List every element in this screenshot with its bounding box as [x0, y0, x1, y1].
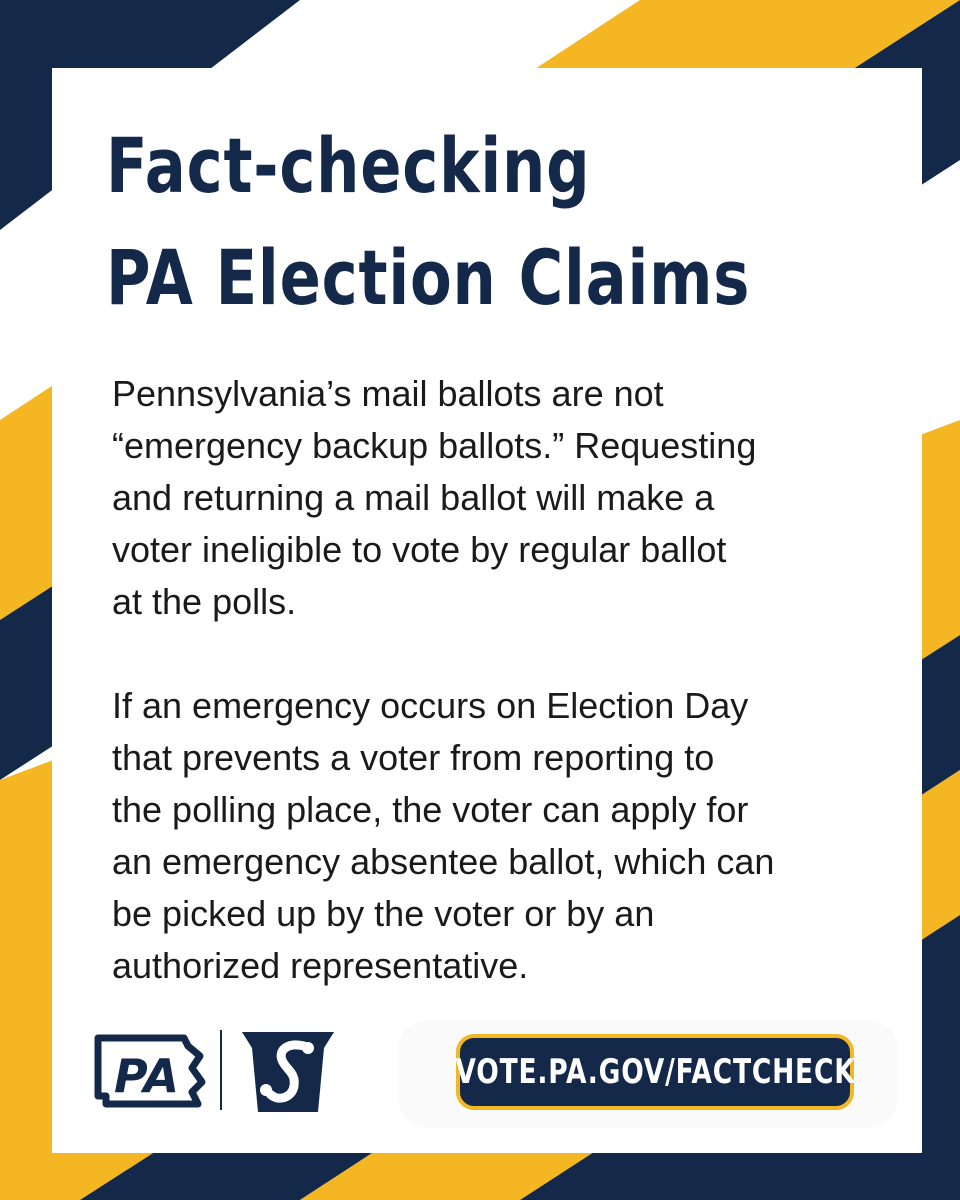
cta-container: [398, 1020, 898, 1128]
paragraph-line: be picked up by the voter or by an: [112, 893, 655, 934]
paragraph-line: authorized representative.: [112, 945, 529, 986]
paragraph-line: an emergency absentee ballot, which can: [112, 841, 775, 882]
paragraph-line: If an emergency occurs on Election Day: [112, 685, 749, 726]
factcheck-link-button[interactable]: [456, 1034, 854, 1110]
title-line-2: PA Election Claims: [106, 233, 751, 322]
body-text: [112, 368, 872, 992]
paragraph-line: voter ineligible to vote by regular ballot: [112, 529, 727, 570]
content-card: [52, 68, 922, 1153]
paragraph-2: [112, 680, 872, 992]
paragraph-line: at the polls.: [112, 581, 297, 622]
title-line-1: Fact-checking: [106, 121, 591, 210]
paragraph-line: that prevents a voter from reporting to: [112, 737, 715, 778]
keystone-icon: [238, 1028, 338, 1114]
cta-label: VOTE.PA.GOV/FACTCHECK: [454, 1052, 856, 1092]
pa-logo-text: PA: [114, 1049, 180, 1103]
logo-divider: [220, 1030, 222, 1110]
paragraph-line: Pennsylvania’s mail ballots are not: [112, 373, 664, 414]
page-title: [106, 110, 751, 334]
pennsylvania-outline-icon: [88, 1026, 208, 1116]
paragraph-line: and returning a mail ballot will make a: [112, 477, 715, 518]
paragraph-line: the polling place, the voter can apply for: [112, 789, 749, 830]
paragraph-line: “emergency backup ballots.” Requesting: [112, 425, 757, 466]
paragraph-1: [112, 368, 872, 628]
